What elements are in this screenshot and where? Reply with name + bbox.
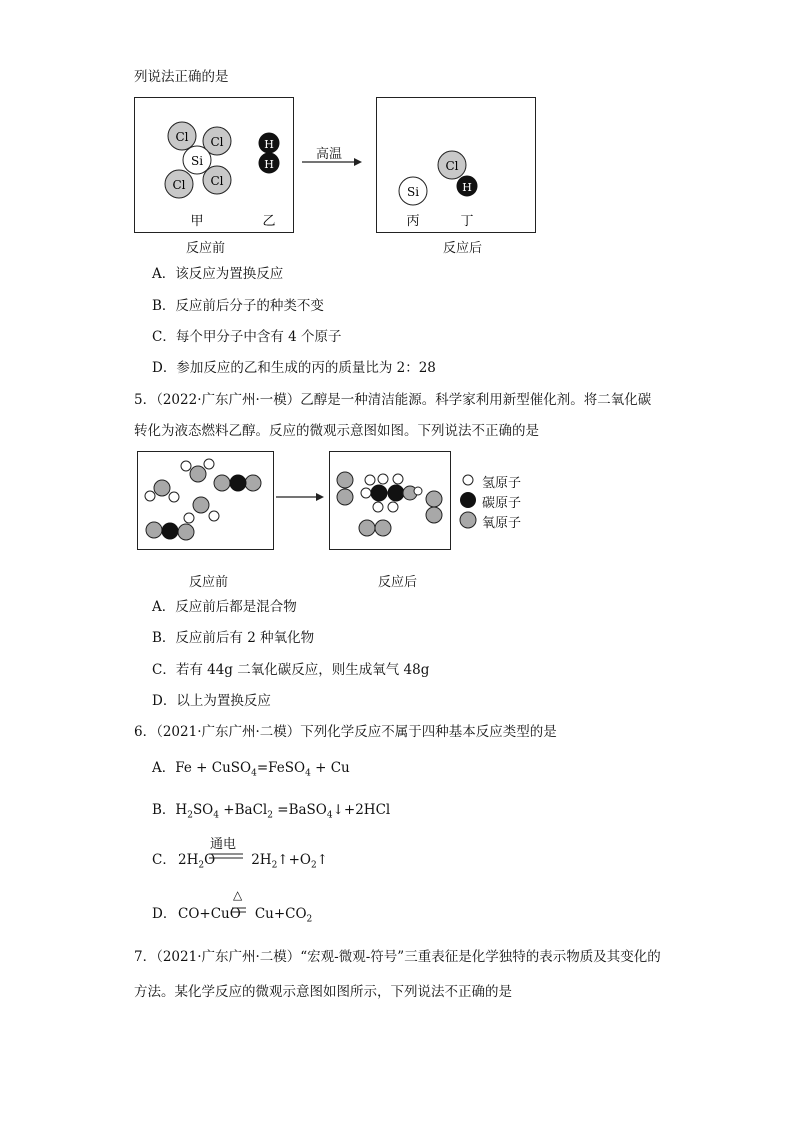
double-line-sign <box>209 852 243 860</box>
q5-before-molecules <box>138 452 273 549</box>
q4-option-b: B．反应前后分子的种类不变 <box>152 298 324 314</box>
q5-option-a: A．反应前后都是混合物 <box>152 599 297 615</box>
h-atom <box>259 133 279 153</box>
q4-option-d: D．参加反应的乙和生成的丙的质量比为 2：28 <box>152 360 436 376</box>
reaction-arrow-icon <box>300 156 364 168</box>
q4-option-a: A．该反应为置换反应 <box>152 266 284 282</box>
svg-text:Cl: Cl <box>210 135 224 149</box>
q5-reaction-arrow-icon <box>274 491 326 503</box>
q5-before-caption: 反应前 <box>189 575 229 590</box>
water-molecule <box>184 497 219 523</box>
arrow-label: 高温 <box>316 147 343 162</box>
svg-text:Cl: Cl <box>445 159 459 173</box>
q5-stem-line2: 转化为液态燃料乙醇。反应的微观示意图如图。下列说法不正确的是 <box>134 423 539 439</box>
after-caption: 反应后 <box>443 241 483 256</box>
q4-option-c: C．每个甲分子中含有 4 个原子 <box>152 329 342 345</box>
q6-option-a: A．Fe + CuSO$_4$=FeSO$_4$ + Cu <box>152 760 350 779</box>
carbon-atom-icon <box>460 492 476 508</box>
si-hcl-diagram <box>377 98 535 232</box>
condition-electrolysis: 通电 <box>210 837 237 852</box>
o2-molecule <box>337 472 353 505</box>
svg-text:Si: Si <box>190 154 204 168</box>
before-caption: 反应前 <box>186 241 226 256</box>
legend-hydrogen: 氢原子 <box>482 476 522 491</box>
label-jia: 甲 <box>190 214 204 229</box>
reaction-after-box <box>376 97 536 233</box>
svg-text:H: H <box>462 181 472 194</box>
reaction-before-box <box>134 97 294 233</box>
svg-text:Si: Si <box>406 185 420 199</box>
ethanol-molecule <box>361 474 422 512</box>
si-atom <box>399 177 427 205</box>
equation-a: Fe + CuSO$_4$=FeSO$_4$ + Cu <box>175 760 350 779</box>
co2-molecule <box>214 475 261 491</box>
cl-atom <box>168 122 196 150</box>
equation-c: $2H_2O$ $2H_2↑+O_2↑$ <box>178 852 329 871</box>
q5-after-caption: 反应后 <box>378 575 418 590</box>
cl-atom <box>438 151 466 179</box>
cl-atom <box>165 170 193 198</box>
hydrogen-atom-icon <box>463 475 473 485</box>
label-ding: 丁 <box>460 214 474 229</box>
svg-text:H: H <box>264 158 274 171</box>
sicl4-h2-diagram <box>135 98 293 232</box>
h-atom <box>457 176 477 196</box>
svg-text:Cl: Cl <box>172 178 186 192</box>
label-bing: 丙 <box>406 214 420 229</box>
legend-oxygen: 氧原子 <box>482 516 522 531</box>
q6-stem: 6．（2021·广东广州·二模）下列化学反应不属于四种基本反应类型的是 <box>134 724 557 740</box>
q6-option-d: D． <box>152 906 177 922</box>
o2-molecule <box>426 491 442 523</box>
co2-molecule <box>146 522 194 540</box>
q5-after-molecules <box>330 452 450 549</box>
q5-after-box <box>329 451 451 550</box>
water-molecule <box>181 459 214 482</box>
q7-stem-line2: 方法。某化学反应的微观示意图如图所示，下列说法不正确的是 <box>134 984 512 1000</box>
svg-text:Cl: Cl <box>175 130 189 144</box>
q5-option-d: D．以上为置换反应 <box>152 693 271 709</box>
si-atom <box>183 146 211 174</box>
q6-option-b: B．$H_2SO_4$ +BaCl$_2$ =BaSO$_4$↓+2HCl <box>152 802 391 821</box>
condition-heat-icon: △ <box>233 888 243 902</box>
equation-b: $H_2SO_4$ +BaCl$_2$ =BaSO$_4$↓+2HCl <box>175 802 391 821</box>
o2-molecule <box>359 520 391 536</box>
legend-carbon: 碳原子 <box>482 496 522 511</box>
label-yi: 乙 <box>262 214 276 229</box>
question-intro: 列说法正确的是 <box>134 69 229 85</box>
equation-d: CO+CuO $Cu+CO_2$ <box>178 906 313 925</box>
q5-option-b: B．反应前后有 2 种氧化物 <box>152 630 315 646</box>
atom-legend-symbols <box>458 472 478 530</box>
oxygen-atom-icon <box>460 512 476 528</box>
svg-text:H: H <box>264 138 274 151</box>
q5-option-c: C．若有 44g 二氧化碳反应，则生成氧气 48g <box>152 662 430 678</box>
q5-before-box <box>137 451 274 550</box>
double-line-sign <box>232 906 246 914</box>
h-atom <box>259 153 279 173</box>
svg-text:Cl: Cl <box>210 174 224 188</box>
q7-stem-line1: 7．（2021·广东广州·二模）“宏观-微观-符号”三重表征是化学独特的表示物质及其变化的 <box>134 949 661 965</box>
q5-stem-line1: 5．（2022·广东广州·一模）乙醇是一种清洁能源。科学家利用新型催化剂。将二氧化碳 <box>134 392 652 408</box>
q6-option-c: C． <box>152 852 176 868</box>
water-molecule <box>145 480 179 502</box>
